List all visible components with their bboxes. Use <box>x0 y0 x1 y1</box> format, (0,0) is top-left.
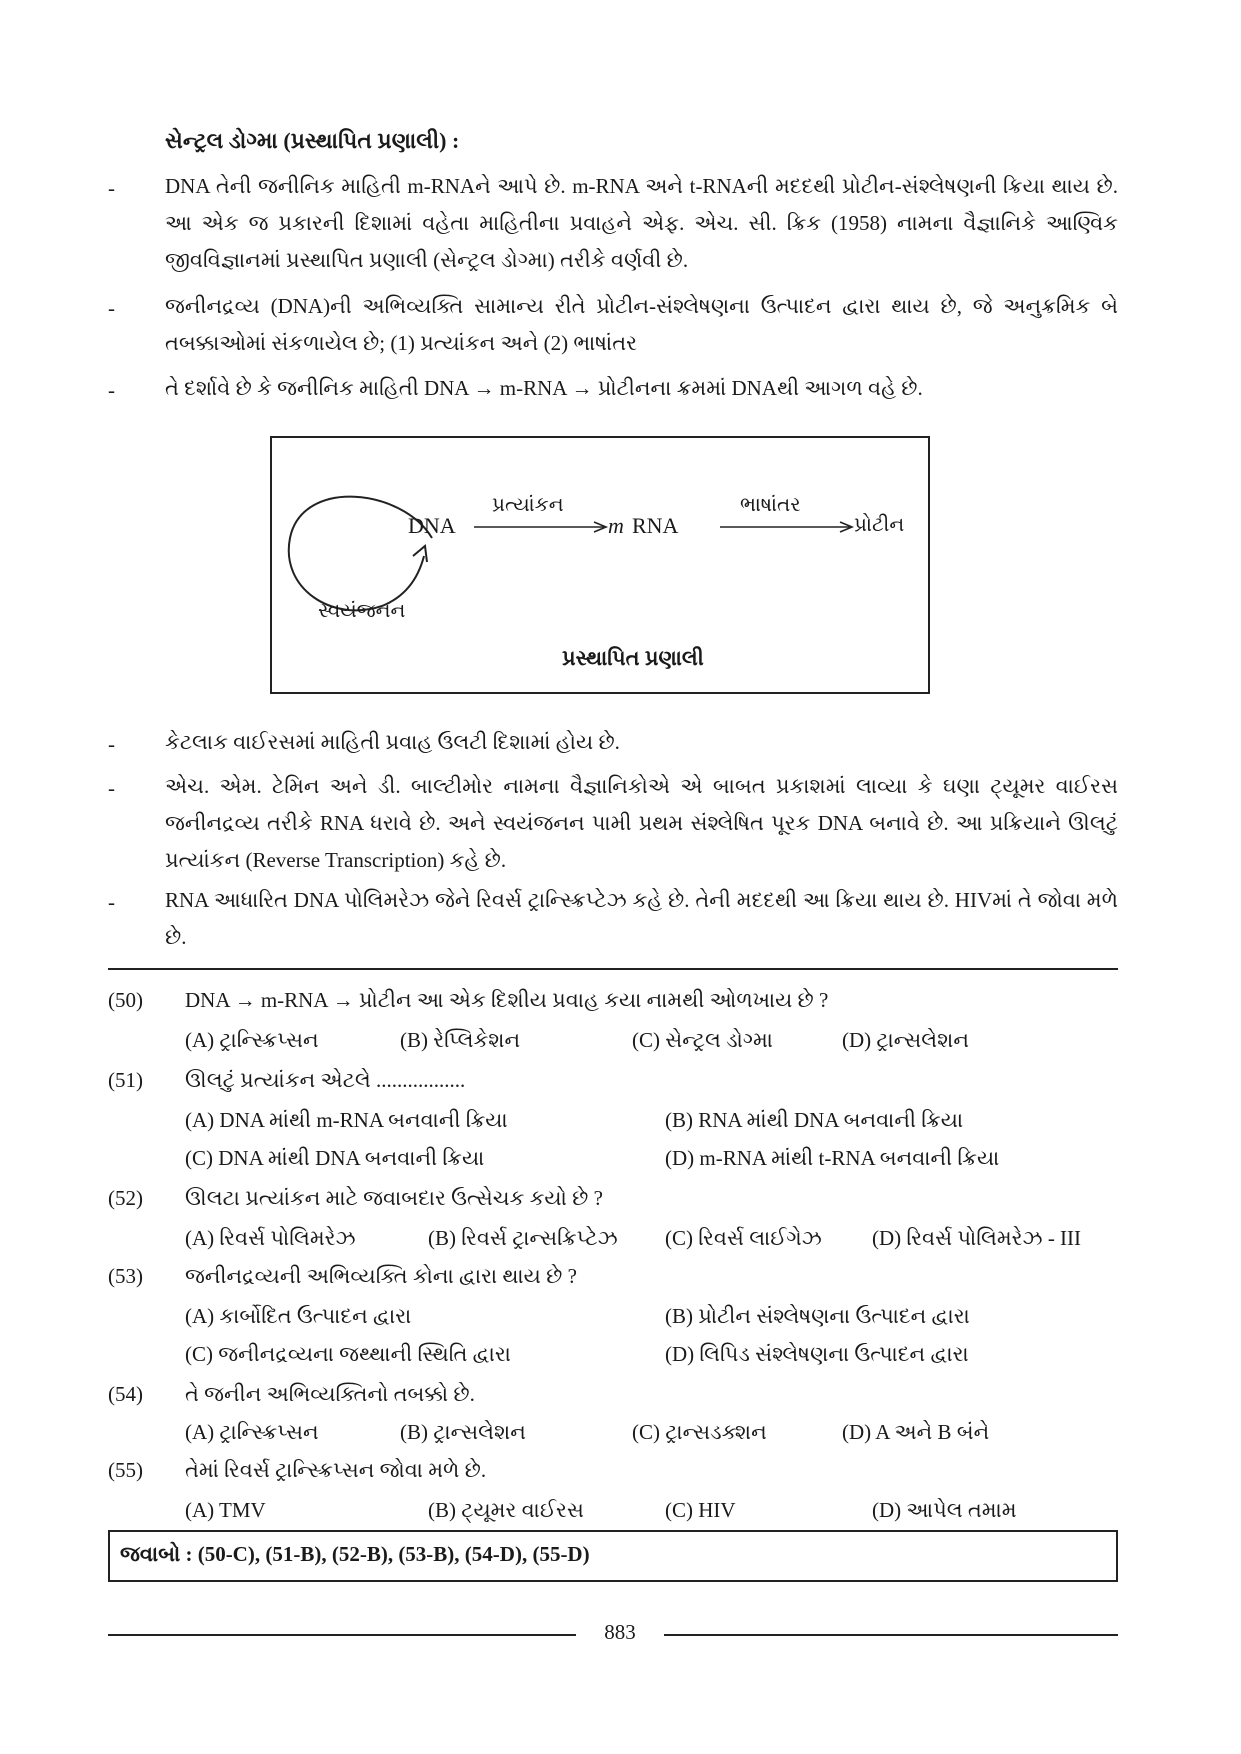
option-d[interactable]: (D) આપેલ તમામ <box>872 1498 1017 1522</box>
diagram-caption: પ્રસ્થાપિત પ્રણાલી <box>562 646 704 670</box>
option-d[interactable]: (D) લિપિડ સંશ્લેષણના ઉત્પાદન દ્વારા <box>665 1342 969 1366</box>
option-b[interactable]: (B) રિવર્સ ટ્રાન્સક્રિપ્ટેઝ <box>428 1226 618 1250</box>
bullet-dash: - <box>108 890 115 914</box>
question-text: ઊલટું પ્રત્યાંકન એટલે ................. <box>185 1068 466 1092</box>
question-text: જનીનદ્રવ્યની અભિવ્યક્તિ કોના દ્વારા થાય છે ? <box>185 1264 577 1288</box>
answer-key-box: જવાબો : (50-C), (51-B), (52-B), (53-B), (54-D), (55-D) <box>108 1530 1118 1582</box>
question-number: (50) <box>108 988 143 1012</box>
option-a[interactable]: (A) રિવર્સ પોલિમરેઝ <box>185 1226 356 1250</box>
bullet-dash: - <box>108 378 115 402</box>
bullet-text: RNA આધારિત DNA પોલિમરેઝ જેને રિવર્સ ટ્રાન્સ્ક્રિપ્ટેઝ કહે છે. તેની મદદથી આ ક્રિયા થાય છે. HIVમાં તે જોવા મળે છે. <box>165 888 1118 949</box>
option-b[interactable]: (B) પ્રોટીન સંશ્લેષણના ઉત્પાદન દ્વારા <box>665 1304 970 1328</box>
option-d[interactable]: (D) m-RNA માંથી t-RNA બનવાની ક્રિયા <box>665 1146 1000 1170</box>
protein-label: પ્રોટીન <box>854 514 905 536</box>
question-number: (54) <box>108 1382 143 1406</box>
option-a[interactable]: (A) DNA માંથી m-RNA બનવાની ક્રિયા <box>185 1108 508 1132</box>
replication-label: સ્વયંજનન <box>318 600 406 622</box>
option-c[interactable]: (C) રિવર્સ લાઈગેઝ <box>665 1226 822 1250</box>
bullet-text: કેટલાક વાઈરસમાં માહિતી પ્રવાહ ઉલટી દિશામાં હોય છે. <box>165 730 620 754</box>
option-c[interactable]: (C) HIV <box>665 1498 736 1522</box>
option-a[interactable]: (A) TMV <box>185 1498 266 1522</box>
option-c[interactable]: (C) સેન્ટ્રલ ડોગ્મા <box>632 1028 773 1052</box>
bullet-text: DNA તેની જનીનિક માહિતી m-RNAને આપે છે. m-RNA અને t-RNAની મદદથી પ્રોટીન-સંશ્લેષણની ક્રિયા થાય છે. આ એક જ પ્રકારની દિશામાં વહેતા માહિતીના પ્રવાહને એફ. એચ. સી. ક્રિક (1958) નામના વૈજ્ઞાનિકે આણ્વિક જીવવિજ્ઞાનમાં પ્રસ્થાપિત પ્રણાલી (સેન્ટ્રલ ડોગ્મા) તરીકે વર્ણવી છે. <box>165 174 1118 272</box>
option-a[interactable]: (A) ટ્રાન્સ્ક્રિપ્સન <box>185 1420 319 1444</box>
option-d[interactable]: (D) ટ્રાન્સલેશન <box>842 1028 970 1052</box>
page-number: 883 <box>604 1620 636 1644</box>
question-number: (53) <box>108 1264 143 1288</box>
m-label: m <box>608 513 624 538</box>
question-number: (52) <box>108 1186 143 1210</box>
option-c[interactable]: (C) ટ્રાન્સડક્શન <box>632 1420 767 1444</box>
option-a[interactable]: (A) ટ્રાન્સ્ક્રિપ્સન <box>185 1028 319 1052</box>
footer-rule-right <box>664 1634 1118 1636</box>
rna-label: RNA <box>632 513 679 538</box>
option-b[interactable]: (B) ટ્રાન્સલેશન <box>400 1420 526 1444</box>
translation-label: ભાષાંતર <box>740 494 801 516</box>
bullet-dash: - <box>108 776 115 800</box>
option-d[interactable]: (D) A અને B બંને <box>842 1420 990 1444</box>
bullet-dash: - <box>108 176 115 200</box>
bullet-text: તે દર્શાવે છે કે જનીનિક માહિતી DNA → m-RNA → પ્રોટીનના ક્રમમાં DNAથી આગળ વહે છે. <box>165 376 923 400</box>
bullet-text: જનીનદ્રવ્ય (DNA)ની અભિવ્યક્તિ સામાન્ય રીતે પ્રોટીન-સંશ્લેષણના ઉત્પાદન દ્વારા થાય છે, જે અનુક્રમિક બે તબક્કાઓમાં સંકળાયેલ છે; (1) પ્રત્યાંકન અને (2) ભાષાંતર <box>165 294 1118 355</box>
footer-rule-left <box>108 1634 576 1636</box>
option-c[interactable]: (C) DNA માંથી DNA બનવાની ક્રિયા <box>185 1146 485 1170</box>
question-number: (55) <box>108 1458 143 1482</box>
option-b[interactable]: (B) RNA માંથી DNA બનવાની ક્રિયા <box>665 1108 964 1132</box>
option-c[interactable]: (C) જનીનદ્રવ્યના જથ્થાની સ્થિતિ દ્વારા <box>185 1342 511 1366</box>
question-text: તેમાં રિવર્સ ટ્રાન્સ્ક્રિપ્સન જોવા મળે છે. <box>185 1458 487 1482</box>
section-divider <box>108 968 1118 970</box>
dna-label: DNA <box>408 513 456 538</box>
replication-arrowhead <box>413 546 427 562</box>
question-text: ઊલટા પ્રત્યાંકન માટે જવાબદાર ઉત્સેચક કયો છે ? <box>185 1186 603 1210</box>
transcription-label: પ્રત્યાંકન <box>492 494 564 516</box>
question-text: DNA → m-RNA → પ્રોટીન આ એક દિશીય પ્રવાહ કયા નામથી ઓળખાય છે ? <box>185 988 829 1012</box>
option-d[interactable]: (D) રિવર્સ પોલિમરેઝ - III <box>872 1226 1082 1250</box>
section-heading: સેન્ટ્રલ ડોગ્મા (પ્રસ્થાપિત પ્રણાલી) : <box>165 128 460 153</box>
central-dogma-diagram <box>270 436 930 694</box>
question-number: (51) <box>108 1068 143 1092</box>
option-a[interactable]: (A) કાર્બોદિત ઉત્પાદન દ્વારા <box>185 1304 412 1328</box>
bullet-dash: - <box>108 296 115 320</box>
option-b[interactable]: (B) રેપ્લિકેશન <box>400 1028 521 1052</box>
bullet-dash: - <box>108 732 115 756</box>
bullet-text: એચ. એમ. ટેમિન અને ડી. બાલ્ટીમોર નામના વૈજ્ઞાનિકોએ એ બાબત પ્રકાશમાં લાવ્યા કે ઘણા ટ્યૂમર વાઈરસ જનીનદ્રવ્ય તરીકે RNA ધરાવે છે. અને સ્વયંજનન પામી પ્રથમ સંશ્લેષિત પૂરક DNA બનાવે છે. આ પ્રક્રિયાને ઊલટું પ્રત્યાંકન (Reverse Transcription) કહે છે. <box>165 774 1118 872</box>
question-text: તે જનીન અભિવ્યક્તિનો તબક્કો છે. <box>185 1382 475 1406</box>
option-b[interactable]: (B) ટ્યૂમર વાઈરસ <box>428 1498 584 1522</box>
